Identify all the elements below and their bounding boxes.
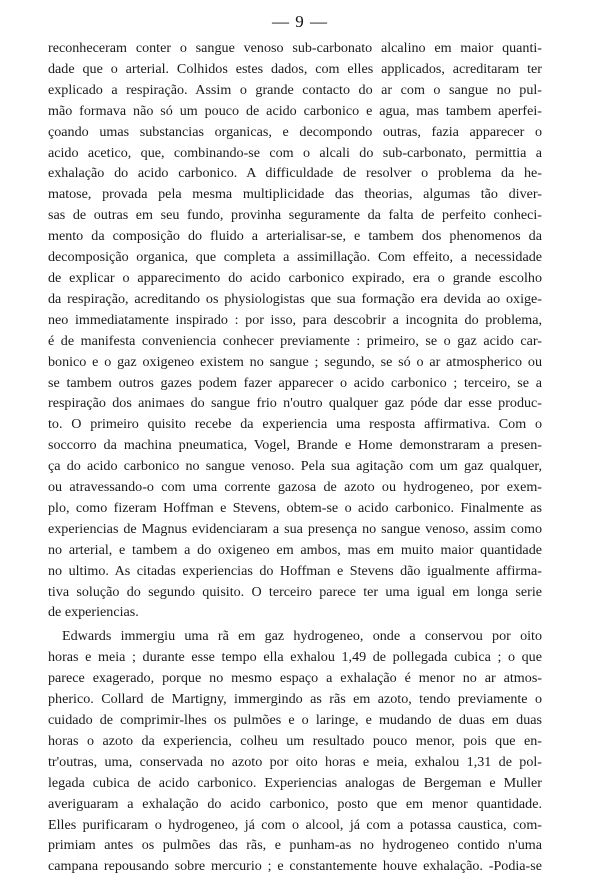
text-line: soccorro da machina pneumatica, Vogel, Brande e Home demonstraram a presen- [48, 437, 542, 454]
text-line: bonico e o gaz oxigeneo existem no sangue ; segundo, se só o ar atmospherico ou [48, 353, 542, 370]
text-line: pherico. Collard de Martigny, immergindo as rãs em azoto, tendo previamente o [48, 691, 542, 708]
text-line: mento da composição do fluido a arterialisar-se, e tambem dos phenomenos da [48, 228, 542, 245]
text-line: se tambem outros gazes podem fazer apparecer o acido carbonico ; terceiro, se a [48, 374, 542, 391]
body-text [48, 38, 542, 877]
text-line: çoando umas substancias organicas, e decompondo outras, fazia apparecer o [48, 123, 542, 140]
text-line: de experiencias. [48, 604, 139, 621]
text-line: Elles purificaram o hydrogeneo, já com o alcool, já com a potassa caustica, com- [48, 816, 542, 833]
text-line: legada cubica de acido carbonico. Experiencias analogas de Bergeman e Muller [48, 774, 542, 791]
text-line: primiam antes os pulmões das rãs, e punham-as no hydrogeneo contido n'uma [48, 837, 542, 854]
text-line: acido acetico, que, combinando-se com o alcali do sub-carbonato, permittia a [48, 144, 542, 161]
text-line: no arterial, e tambem a do oxigeneo em ambos, mas em muito maior quantidade [48, 541, 542, 558]
text-line: decomposição organica, que completa a assimillação. Com effeito, a necessidade [48, 249, 542, 266]
text-line: mão formava não só um pouco de acido carbonico e agua, mas tambem aperfei- [48, 102, 542, 119]
paragraph-1 [48, 38, 542, 623]
text-line: experiencias de Magnus evidenciaram a sua presença no sangue venoso, assim como [48, 520, 542, 537]
text-line: Edwards immergiu uma rã em gaz hydrogeneo, onde a conservou por oito [62, 628, 542, 645]
text-line: ça do acido carbonico no sangue venoso. Pela sua agitação com um gaz qualquer, [48, 458, 542, 475]
text-line: parece exagerado, porque no mesmo espaço a exhalação é menor no ar atmos- [48, 670, 542, 687]
text-line: averiguaram a exhalação do acido carbonico, posto que em menor quantidade. [48, 795, 542, 812]
text-line: ou atravessando-o com uma corrente gazosa de azoto ou hydrogeneo, por exem- [48, 479, 542, 496]
text-line: tr'outras, uma, conservada no azoto por oito horas e meia, exhalou 1,31 de pol- [48, 753, 542, 770]
page-number: — 9 — [272, 12, 328, 31]
text-line: cuidado de comprimir-lhes os pulmões e o laringe, e mudando de duas em duas [48, 712, 542, 728]
text-line: explicado a respiração. Assim o grande contacto do ar com o sangue no pul- [48, 81, 542, 98]
text-line: horas e meia ; durante esse tempo ella exhalou 1,49 de pollegada cubica ; o que [48, 649, 542, 666]
text-line: reconheceram conter o sangue venoso sub-carbonato alcalino em maior quanti- [48, 40, 542, 56]
text-line: é de manifesta conveniencia conhecer previamente : primeiro, se o gaz acido car- [48, 332, 542, 349]
text-line: matose, provada pela mesma multiplicidade das theorias, algumas tão diver- [48, 186, 542, 203]
paragraph-2 [48, 626, 542, 877]
text-line: campana repousando sobre mercurio ; e constantemente houve exhalação. -Podia-se [48, 858, 542, 875]
text-line: de explicar o apparecimento do acido carbonico expirado, era o grande escolho [48, 269, 542, 286]
text-line: no ultimo. As citadas experiencias do Hoffman e Stevens dão igualmente affirma- [48, 562, 542, 579]
text-line: plo, como fizeram Hoffman e Stevens, obtem-se o acido carbonico. Finalmente as [48, 499, 542, 516]
text-line: da respiração, acreditando os physiologistas que sua formação era devida ao oxige- [48, 290, 542, 307]
text-line: neo immediatamente inspirado : por isso, para descobrir a incognita do problema, [48, 311, 542, 328]
text-line: sas de outras em seu fundo, provinha seguramente da falta de perfeito conheci- [48, 207, 542, 224]
text-line: tiva solução do segundo quisito. O terceiro parece ter uma igual em longa serie [48, 583, 542, 600]
text-line: respiração dos animaes do sangue frio n'outro qualquer gaz póde dar esse produc- [48, 395, 542, 412]
text-line: dade que o arterial. Colhidos estes dados, com elles applicados, acreditaram ter [48, 60, 542, 77]
text-line: horas o azoto da experiencia, colheu um resultado pouco menor, pois que en- [48, 732, 542, 749]
text-line: to. O primeiro quisito recebe da experiencia uma resposta affirmativa. Com o [48, 416, 542, 433]
text-line: exhalação do acido carbonico. A difficuldade de resolver o problema da he- [48, 165, 542, 182]
